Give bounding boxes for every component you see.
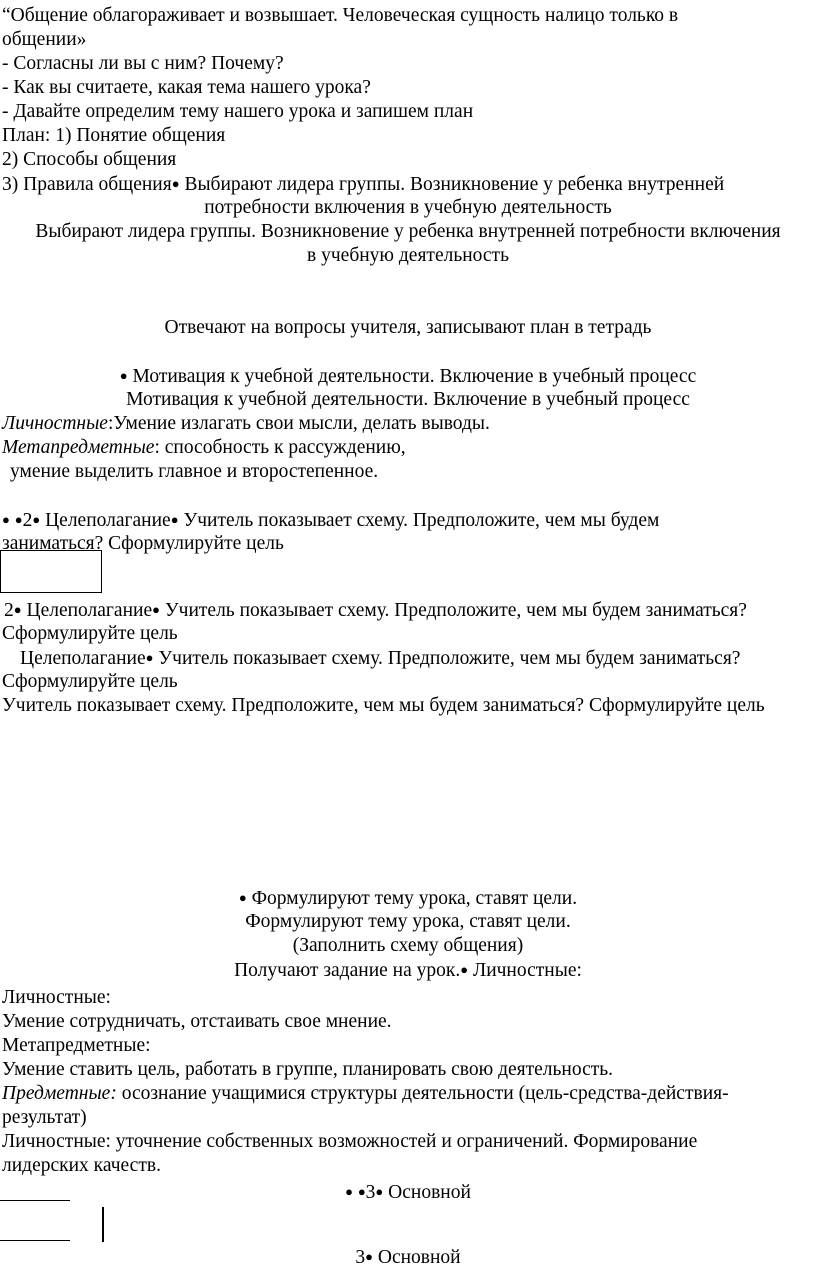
ud2-personal2: Личностные: уточнение собственных возможностей и ограничений. Формирование [2, 1131, 698, 1152]
main-num: 3 [365, 1182, 376, 1203]
main-line-1 [0, 1180, 816, 1205]
ud1-personal [2, 412, 490, 436]
leader-line-1: Выбирают лидера группы. Возникновение у ребенка внутренней потребности включения [35, 221, 781, 242]
motivation-text-1: Мотивация к учебной деятельности. Включение в учебный процесс [132, 366, 697, 387]
bullet-icon: ● [375, 1184, 384, 1199]
goal-line-2 [4, 598, 747, 623]
plan-item-3-label: 3) Правила общения [2, 174, 172, 195]
divider-line [0, 1240, 70, 1241]
ud1-meta-text-2: умение выделить главное и второстепенное. [10, 461, 379, 482]
goal-num-2: 2 [4, 600, 14, 621]
goal-line-1 [2, 508, 659, 533]
bullet-icon: ● [357, 1184, 366, 1199]
plan-item-3-continued: потребности включения в учебную деятельность [204, 197, 612, 218]
bullet-icon: ● [365, 1249, 373, 1264]
plan-item-2: 2) Способы общения [2, 149, 177, 170]
plan-item-3 [2, 172, 724, 197]
ud1-personal-text: :Умение излагать свои мысли, делать выводы. [107, 413, 490, 434]
goal-text-b: заниматься? Сформулируйте цель [2, 533, 284, 554]
plan-item-3-text: Выбирают лидера группы. Возникновение у ребенка внутренней [184, 174, 725, 195]
ud1-personal-label: Личностные [2, 413, 108, 434]
goal-num: 2 [22, 510, 33, 531]
goal-text-a: Учитель показывает схему. Предположите, чем мы будем [183, 510, 660, 531]
bullet-icon: ● [460, 962, 469, 977]
bullet-icon: ● [2, 512, 10, 527]
bullet-icon: ● [170, 512, 179, 527]
motivation-line-2: Мотивация к учебной деятельности. Включение в учебный процесс [126, 389, 690, 410]
motivation-line-1 [0, 364, 816, 389]
ud1-meta [2, 436, 406, 460]
main-line-2 [0, 1245, 816, 1270]
question-3: - Давайте определим тему нашего урока и запишем план [2, 101, 474, 122]
main-num-2: 3 [355, 1247, 366, 1268]
ud2-subject-text-2: результат) [2, 1107, 87, 1128]
vertical-divider [102, 1207, 104, 1242]
goal-title-2: Целеполагание [26, 600, 153, 621]
quote-line-2: общении» [2, 29, 87, 50]
formulate-text-4b: Личностные: [472, 960, 582, 981]
bullet-icon: ● [145, 650, 154, 665]
question-2: - Как вы считаете, какая тема нашего урока? [2, 77, 371, 98]
ud2-personal-text: Умение сотрудничать, отстаивать свое мнение. [2, 1011, 392, 1032]
goal-text-full: Учитель показывает схему. Предположите, чем мы будем заниматься? Сформулируйте цель [2, 695, 765, 716]
goal-text-c: Учитель показывает схему. Предположите, чем мы будем заниматься? [164, 600, 747, 621]
goal-text-f: Сформулируйте цель [2, 671, 178, 692]
empty-box [0, 550, 102, 593]
ud1-meta-text: : способность к рассуждению, [154, 437, 406, 458]
main-title: Основной [388, 1182, 471, 1203]
formulate-line-4 [0, 958, 816, 983]
formulate-line-1 [0, 886, 816, 911]
bullet-icon: ● [32, 512, 41, 527]
bullet-icon: ● [14, 512, 23, 527]
bullet-icon: ● [119, 368, 128, 383]
formulate-text-1: Формулируют тему урока, ставят цели. [251, 888, 578, 909]
ud2-subject-text: осознание учащимися структуры деятельности (цель-средства-действия- [121, 1083, 729, 1104]
ud2-meta-text: Умение ставить цель, работать в группе, планировать свою деятельность. [2, 1059, 614, 1080]
ud2-personal2-b: лидерских качеств. [2, 1155, 161, 1176]
question-1: - Согласны ли вы с ним? Почему? [2, 53, 284, 74]
leader-line-2: в учебную деятельность [307, 245, 509, 266]
formulate-text-4: Получают задание на урок. [234, 960, 461, 981]
goal-title: Целеполагание [45, 510, 171, 531]
bullet-icon: ● [238, 890, 247, 905]
goal-text-d: Сформулируйте цель [2, 623, 178, 644]
plan-item-1: План: 1) Понятие общения [2, 125, 226, 146]
main-title-2: Основной [377, 1247, 461, 1268]
bullet-icon: ● [13, 602, 22, 617]
goal-title-3: Целеполагание [20, 648, 146, 669]
formulate-line-3: (Заполнить схему общения) [292, 935, 524, 956]
goal-line-3 [20, 646, 740, 671]
answers-line: Отвечают на вопросы учителя, записывают план в тетрадь [164, 317, 652, 338]
bullet-icon: ● [171, 176, 180, 191]
ud2-subject-label: Предметные: [2, 1083, 117, 1104]
ud2-subject [2, 1082, 729, 1106]
goal-text-e: Учитель показывает схему. Предположите, чем мы будем заниматься? [158, 648, 741, 669]
bullet-icon: ● [152, 602, 160, 617]
ud2-personal-label: Личностные: [2, 987, 111, 1008]
formulate-line-2: Формулируют тему урока, ставят цели. [245, 911, 571, 932]
quote-line-1: “Общение облагораживает и возвышает. Человеческая сущность налицо только в [2, 5, 679, 26]
bullet-icon: ● [345, 1184, 353, 1199]
ud2-meta-label: Метапредметные: [2, 1035, 151, 1056]
ud1-meta-label: Метапредметные [2, 437, 155, 458]
